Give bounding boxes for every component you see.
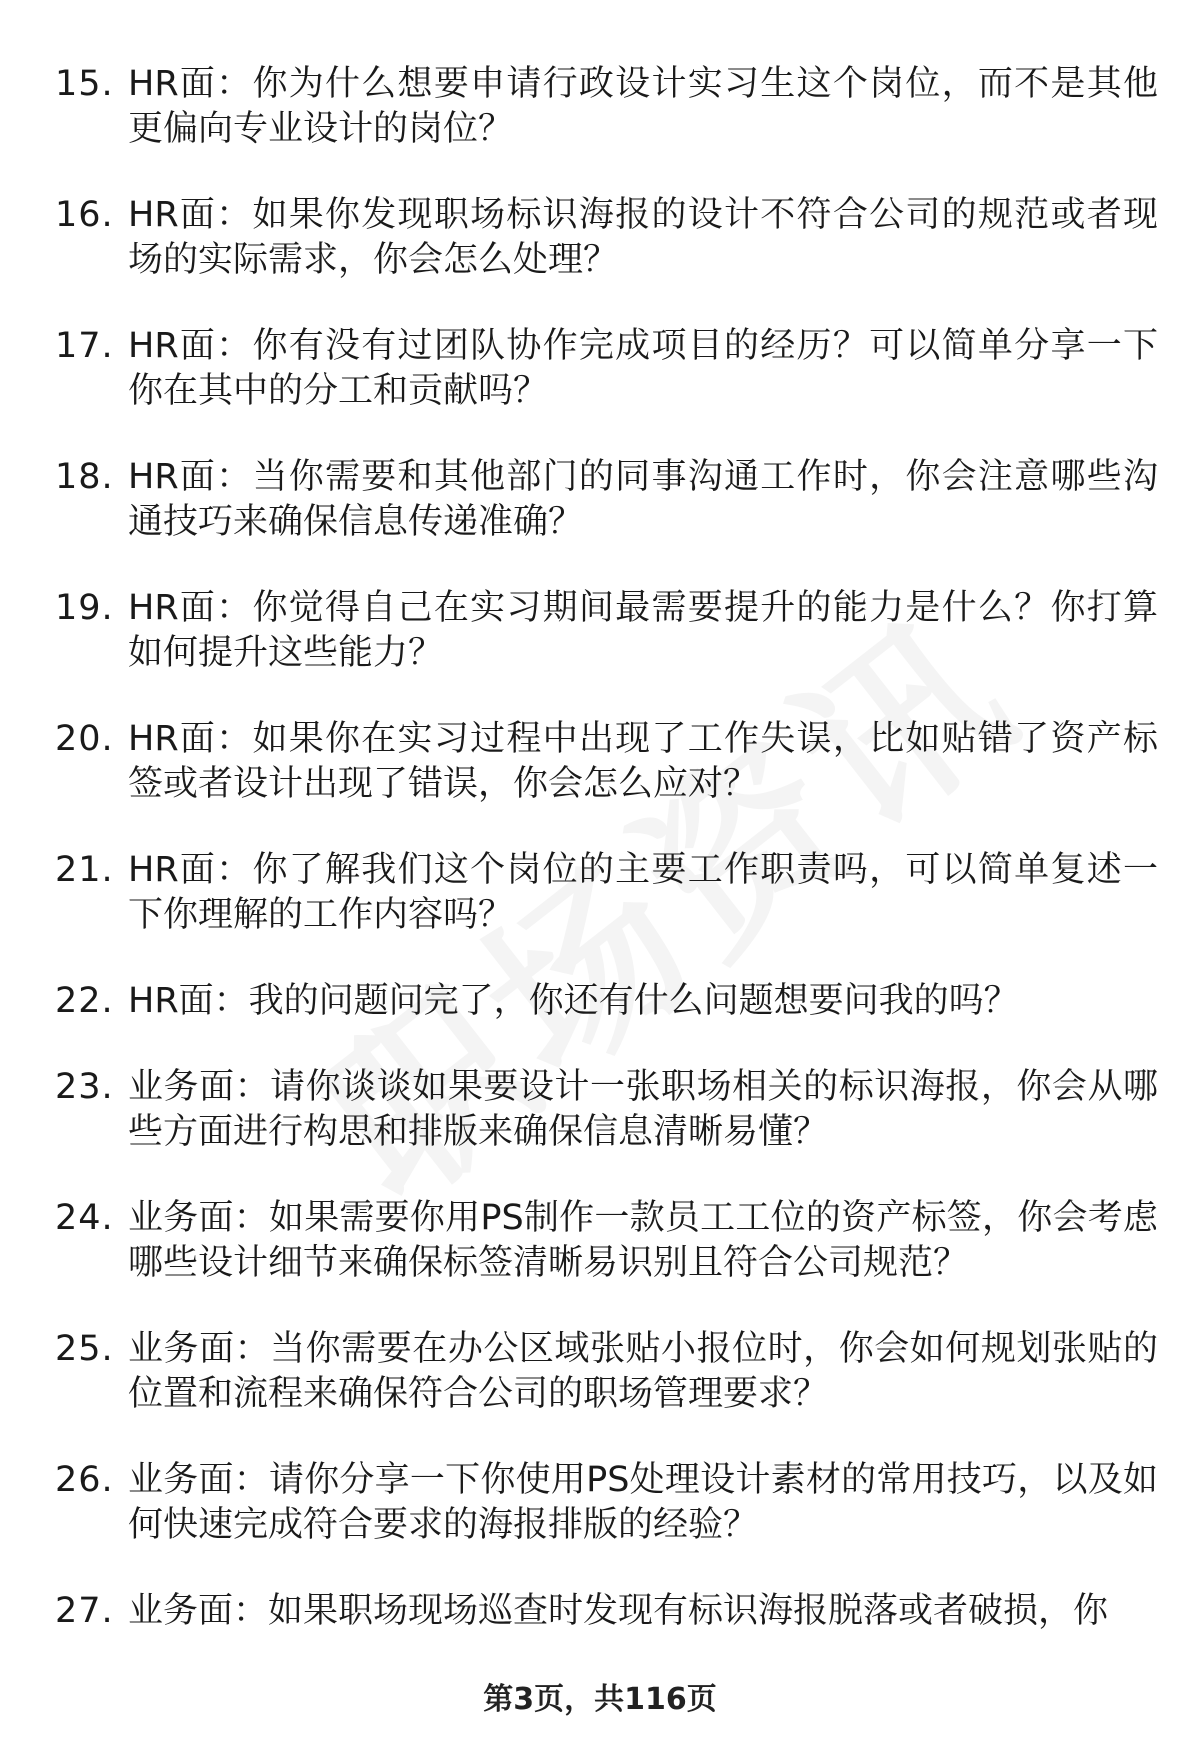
list-item <box>0 324 1200 455</box>
question-list <box>0 62 1200 1720</box>
list-item <box>0 1458 1200 1589</box>
question-number: 17. <box>55 326 114 366</box>
list-item <box>0 193 1200 324</box>
list-item <box>0 979 1200 1065</box>
question-text: 业务面：当你需要在办公区域张贴小报位时，你会如何规划张贴的位置和流程来确保符合公司的职场管理要求？ <box>128 1329 1158 1414</box>
list-item <box>0 1327 1200 1458</box>
question-text: HR面：你了解我们这个岗位的主要工作职责吗，可以简单复述一下你理解的工作内容吗？ <box>128 850 1158 935</box>
question-number: 20. <box>55 719 114 759</box>
question-text: HR面：你觉得自己在实习期间最需要提升的能力是什么？你打算如何提升这些能力？ <box>128 588 1158 673</box>
page-footer: 第3页，共116页 <box>483 1682 717 1717</box>
question-text: 业务面：请你分享一下你使用PS处理设计素材的常用技巧，以及如何快速完成符合要求的海报排版的经验？ <box>128 1460 1158 1545</box>
question-text: 业务面：请你谈谈如果要设计一张职场相关的标识海报，你会从哪些方面进行构思和排版来确保信息清晰易懂？ <box>128 1067 1158 1152</box>
question-number: 23. <box>55 1067 114 1107</box>
question-number: 24. <box>55 1198 114 1238</box>
list-item <box>0 717 1200 848</box>
question-number: 15. <box>55 64 114 104</box>
question-text: HR面：你为什么想要申请行政设计实习生这个岗位，而不是其他更偏向专业设计的岗位？ <box>128 64 1158 149</box>
question-text: 业务面：如果职场现场巡查时发现有标识海报脱落或者破损，你 <box>128 1591 1109 1631</box>
list-item <box>0 455 1200 586</box>
question-text: 业务面：如果需要你用PS制作一款员工工位的资产标签，你会考虑哪些设计细节来确保标签清晰易识别且符合公司规范？ <box>128 1198 1158 1283</box>
question-number: 27. <box>55 1591 114 1631</box>
question-text: HR面：如果你发现职场标识海报的设计不符合公司的规范或者现场的实际需求，你会怎么处理？ <box>128 195 1158 280</box>
list-item <box>0 1065 1200 1196</box>
question-number: 26. <box>55 1460 114 1500</box>
question-number: 25. <box>55 1329 114 1369</box>
list-item <box>0 1196 1200 1327</box>
question-text: HR面：我的问题问完了，你还有什么问题想要问我的吗？ <box>128 981 1019 1021</box>
list-item <box>0 848 1200 979</box>
question-number: 22. <box>55 981 114 1021</box>
list-item <box>0 586 1200 717</box>
question-number: 18. <box>55 457 114 497</box>
question-text: HR面：当你需要和其他部门的同事沟通工作时，你会注意哪些沟通技巧来确保信息传递准确？ <box>128 457 1158 542</box>
question-text: HR面：你有没有过团队协作完成项目的经历？可以简单分享一下你在其中的分工和贡献吗？ <box>128 326 1158 411</box>
question-text: HR面：如果你在实习过程中出现了工作失误，比如贴错了资产标签或者设计出现了错误，你会怎么应对？ <box>128 719 1158 804</box>
question-number: 21. <box>55 850 114 890</box>
question-number: 16. <box>55 195 114 235</box>
list-item <box>0 62 1200 193</box>
question-number: 19. <box>55 588 114 628</box>
